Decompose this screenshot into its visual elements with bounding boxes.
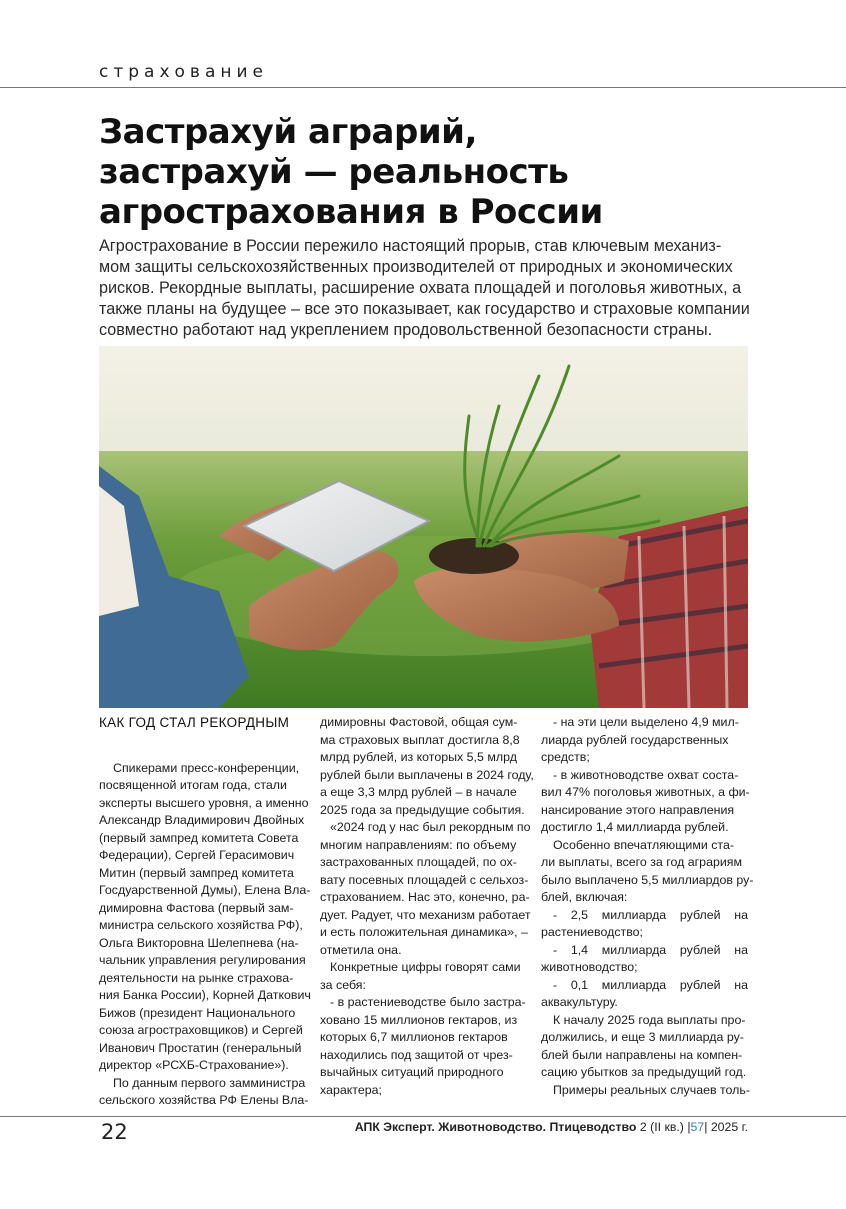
column-line: многим направлениям: по объему: [320, 837, 517, 852]
text-column-2: [320, 714, 534, 1099]
column-line: блей, включая:: [541, 890, 628, 904]
column-line: деятельности на рынке страхова-: [99, 970, 294, 985]
column-line: Александр Владимирович Двойных: [99, 813, 305, 827]
column-line: должились, и еще 3 миллиарда ру-: [541, 1030, 744, 1044]
column-line: - 0,1 миллиарда рублей на: [553, 977, 748, 992]
column-line: Конкретные цифры говорят сами: [330, 960, 521, 974]
column-line: ма страховых выплат достигла 8,8: [320, 732, 520, 747]
column-line: дует. Радует, что механизм работает: [320, 907, 531, 922]
column-line: Федерации), Сергей Герасимович: [99, 848, 295, 862]
issue-number: 57: [690, 1120, 705, 1134]
column-line: вату посевных площадей с сельхоз-: [320, 872, 529, 887]
section-subheading: КАК ГОД СТАЛ РЕКОРДНЫМ: [99, 715, 290, 730]
column-line: министра сельского хозяйства РФ),: [99, 918, 303, 932]
column-line: димировна Фастова (первый зам-: [99, 900, 294, 915]
column-line: Примеры реальных случаев толь-: [553, 1082, 750, 1097]
column-line: животноводство;: [541, 960, 638, 974]
column-line: посвященной итогам года, стали: [99, 778, 287, 792]
column-line: страхованием. Нас это, конечно, ра-: [320, 890, 530, 904]
column-line: эксперты высшего уровня, а именно: [99, 795, 309, 810]
column-line: сельского хозяйства РФ Елены Вла-: [99, 1093, 309, 1107]
column-line: ния Банка России), Корней Даткович: [99, 988, 311, 1002]
column-line: союза агростраховщиков) и Сергей: [99, 1023, 303, 1037]
title-line: агрострахования в России: [99, 192, 603, 232]
journal-footer: [355, 1120, 748, 1134]
column-line: лиарда рублей государственных: [541, 732, 729, 747]
column-line: Спикерами пресс-конференции,: [113, 760, 300, 775]
column-line: - в растениеводстве было застра-: [330, 995, 526, 1009]
column-line: - 1,4 миллиарда рублей на: [553, 942, 748, 957]
lead-line: совместно работают над укреплением продовольственной безопасности страны.: [99, 321, 713, 339]
column-line: Иванович Простатин (генеральный: [99, 1040, 302, 1055]
column-line: ховано 15 миллионов гектаров, из: [320, 1012, 518, 1027]
section-label: страхование: [99, 62, 268, 82]
journal-name: АПК Эксперт. Животноводство. Птицеводство: [354, 1120, 637, 1134]
article-title: [99, 112, 759, 232]
column-line: По данным первого замминистра: [113, 1075, 306, 1090]
column-line: за себя:: [320, 977, 366, 992]
column-line: характера;: [320, 1082, 382, 1097]
column-line: находились под защитой от чрез-: [320, 1047, 513, 1062]
column-line: Особенно впечатляющими ста-: [553, 837, 734, 852]
article-photo: [99, 346, 748, 708]
column-line: «2024 год у нас был рекордным по: [330, 820, 531, 834]
issue-year: | 2025 г.: [704, 1120, 748, 1134]
column-line: 2025 года за предыдущие события.: [320, 802, 525, 817]
title-line: застрахуй — реальность: [99, 152, 569, 192]
column-line: - 2,5 миллиарда рублей на: [553, 907, 748, 922]
column-line: застрахованных площадей, по ох-: [320, 855, 517, 869]
column-line: рублей были выплачены в 2024 году,: [320, 767, 534, 782]
column-line: вил 47% поголовья животных, а фи-: [541, 785, 750, 799]
column-line: директор «РСХБ-Страхование»).: [99, 1058, 289, 1072]
column-line: блей были направлены на компен-: [541, 1047, 743, 1062]
issue-label: 2 (II кв.) |: [639, 1120, 691, 1134]
column-line: средств;: [541, 750, 590, 764]
column-line: растениеводство;: [541, 925, 643, 939]
column-line: димировны Фастовой, общая сум-: [320, 715, 518, 729]
column-line: а еще 3,3 млрд рублей – в начале: [320, 785, 517, 799]
column-line: млрд рублей, из которых 5,5 млрд: [320, 750, 517, 764]
text-column-1: [99, 714, 311, 1110]
lead-line: мом защиты сельскохозяйственных производителей от природных и экономических: [99, 258, 733, 276]
column-line: Ольга Викторовна Шелепнева (на-: [99, 935, 299, 950]
column-line: Митин (первый зампред комитета: [99, 865, 294, 880]
column-line: аквакультуру.: [541, 995, 618, 1009]
column-line: К началу 2025 года выплаты про-: [553, 1012, 746, 1027]
text-column-3: [541, 714, 754, 1099]
column-line: чальник управления регулирования: [99, 953, 306, 967]
column-line: было выплачено 5,5 миллиардов ру-: [541, 872, 754, 887]
top-divider: [0, 87, 846, 88]
page-number: 22: [101, 1120, 128, 1144]
column-line: которых 6,7 миллионов гектаров: [320, 1030, 508, 1044]
column-line: - в животноводстве охват соста-: [553, 767, 739, 782]
column-line: и есть положительная динамика», –: [320, 925, 528, 939]
lead-line: также планы на будущее – все это показывает, как государство и страховые компании: [99, 300, 750, 318]
lead-line: Агрострахование в России пережило настоящий прорыв, став ключевым механиз-: [99, 237, 722, 255]
lead-line: рисков. Рекордные выплаты, расширение охвата площадей и поголовья животных, а: [99, 279, 742, 297]
column-line: Бижов (президент Национального: [99, 1005, 296, 1020]
column-line: нансирование этого направления: [541, 802, 735, 817]
column-line: - на эти цели выделено 4,9 мил-: [553, 715, 739, 729]
column-line: Госдуарственной Думы), Елена Вла-: [99, 883, 311, 897]
column-line: сацию убытков за предыдущий год.: [541, 1065, 747, 1079]
column-line: (первый зампред комитета Совета: [99, 830, 299, 845]
column-line: ли выплаты, всего за год аграриям: [541, 855, 743, 869]
title-line: Застрахуй аграрий,: [99, 112, 477, 152]
column-line: вычайных ситуаций природного: [320, 1065, 504, 1079]
column-line: достигло 1,4 миллиарда рублей.: [541, 820, 729, 834]
column-line: отметила она.: [320, 942, 402, 957]
article-lead: [99, 236, 759, 341]
bottom-divider: [0, 1116, 846, 1117]
